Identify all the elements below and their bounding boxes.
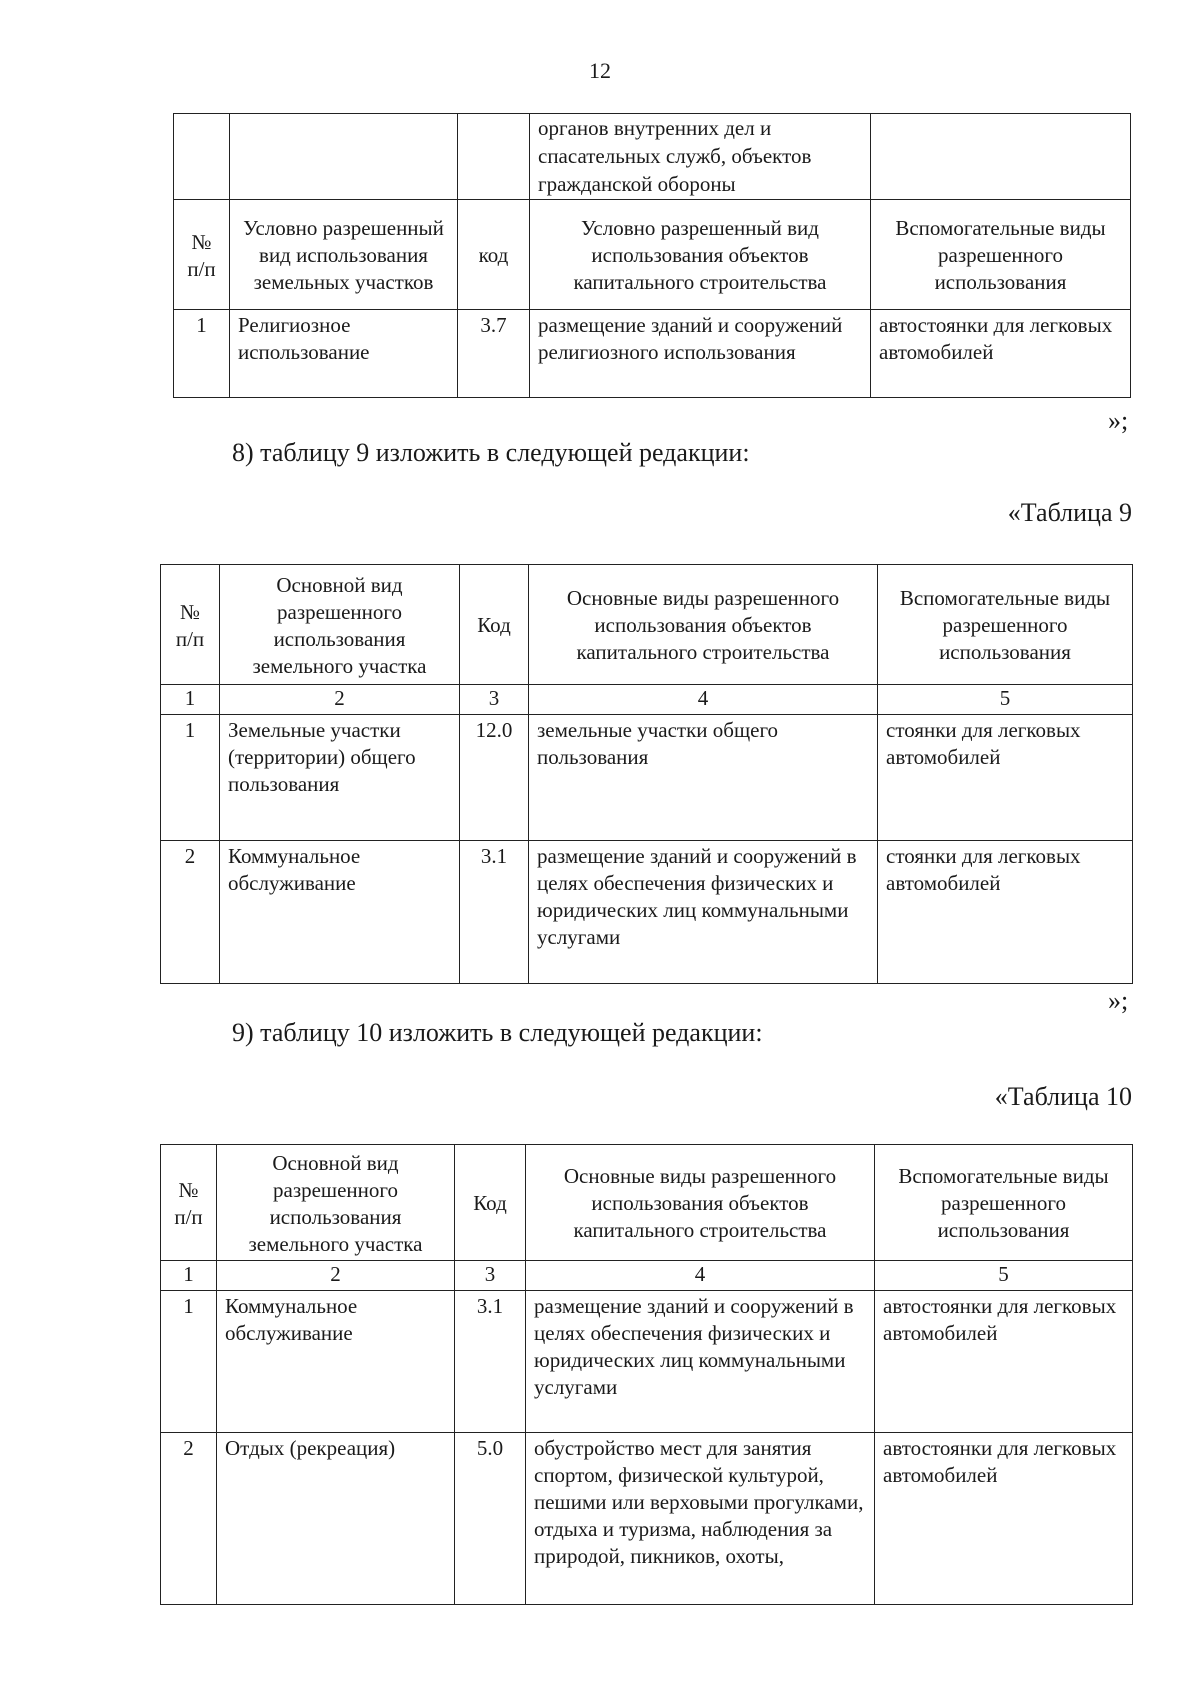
row-land-use: Коммунальное обслуживание <box>217 1291 455 1433</box>
table-9 <box>160 564 1133 984</box>
table-cell: органов внутренних дел и спасательных служб, объектов гражданской обороны <box>530 114 871 200</box>
row-auxiliary: автостоянки для легковых автомобилей <box>871 310 1131 398</box>
row-code: 12.0 <box>460 715 529 841</box>
table-9-caption: «Таблица 9 <box>1007 498 1132 527</box>
column-number: 4 <box>526 1261 875 1291</box>
column-number: 1 <box>161 1261 217 1291</box>
row-land-use: Земельные участки (территории) общего пользования <box>220 715 460 841</box>
row-auxiliary: стоянки для легковых автомобилей <box>878 841 1133 984</box>
column-number: 4 <box>529 685 878 715</box>
table-row <box>174 310 1131 398</box>
table-cell <box>871 114 1131 200</box>
header-code: Код <box>455 1145 526 1261</box>
row-num: 2 <box>161 841 220 984</box>
header-num: № п/п <box>161 565 220 685</box>
column-number: 2 <box>217 1261 455 1291</box>
page-number: 12 <box>589 58 611 83</box>
header-land-use: Основной вид разрешенного использования земельного участка <box>220 565 460 685</box>
table-row <box>161 841 1133 984</box>
table-row <box>161 715 1133 841</box>
header-capital-use: Основные виды разрешенного использования объектов капитального строительства <box>529 565 878 685</box>
header-code: Код <box>460 565 529 685</box>
header-auxiliary: Вспомогательные виды разрешенного использования <box>878 565 1133 685</box>
header-num: № п/п <box>174 200 230 310</box>
row-num: 1 <box>161 715 220 841</box>
closing-quote: »; <box>1108 986 1129 1015</box>
item-9-text: 9) таблицу 10 изложить в следующей редакции: <box>232 1018 763 1047</box>
row-auxiliary: стоянки для легковых автомобилей <box>878 715 1133 841</box>
row-code: 3.1 <box>455 1291 526 1433</box>
header-land-use: Условно разрешенный вид использования земельных участков <box>230 200 458 310</box>
column-number: 2 <box>220 685 460 715</box>
header-land-use: Основной вид разрешенного использования земельного участка <box>217 1145 455 1261</box>
row-capital-use: обустройство мест для занятия спортом, физической культурой, пешими или верховыми прогулками, отдыха и туризма, наблюдения за природой, пикников, охоты, <box>526 1433 875 1605</box>
table-header-row <box>161 565 1133 685</box>
row-capital-use: размещение зданий и сооружений в целях обеспечения физических и юридических лиц коммунальными услугами <box>526 1291 875 1433</box>
row-land-use: Отдых (рекреация) <box>217 1433 455 1605</box>
table-row <box>161 1291 1133 1433</box>
row-capital-use: размещение зданий и сооружений религиозного использования <box>530 310 871 398</box>
header-auxiliary: Вспомогательные виды разрешенного использования <box>871 200 1131 310</box>
table-header-row <box>161 1145 1133 1261</box>
row-auxiliary: автостоянки для легковых автомобилей <box>875 1433 1133 1605</box>
table-cell <box>174 114 230 200</box>
column-number: 5 <box>875 1261 1133 1291</box>
row-num: 1 <box>161 1291 217 1433</box>
table-row <box>174 114 1131 200</box>
item-8-text: 8) таблицу 9 изложить в следующей редакции: <box>232 438 750 467</box>
table-cell <box>458 114 530 200</box>
row-land-use: Коммунальное обслуживание <box>220 841 460 984</box>
row-num: 2 <box>161 1433 217 1605</box>
column-number: 3 <box>460 685 529 715</box>
row-num: 1 <box>174 310 230 398</box>
row-code: 3.7 <box>458 310 530 398</box>
table-row <box>161 1433 1133 1605</box>
row-code: 5.0 <box>455 1433 526 1605</box>
row-capital-use: земельные участки общего пользования <box>529 715 878 841</box>
header-auxiliary: Вспомогательные виды разрешенного использования <box>875 1145 1133 1261</box>
column-number-row <box>161 1261 1133 1291</box>
table-cell <box>230 114 458 200</box>
header-capital-use: Условно разрешенный вид использования объектов капитального строительства <box>530 200 871 310</box>
column-number-row <box>161 685 1133 715</box>
row-capital-use: размещение зданий и сооружений в целях обеспечения физических и юридических лиц коммунальными услугами <box>529 841 878 984</box>
header-num: № п/п <box>161 1145 217 1261</box>
column-number: 5 <box>878 685 1133 715</box>
closing-quote: »; <box>1108 406 1129 435</box>
column-number: 1 <box>161 685 220 715</box>
table-10 <box>160 1144 1133 1605</box>
table-header-row <box>174 200 1131 310</box>
row-auxiliary: автостоянки для легковых автомобилей <box>875 1291 1133 1433</box>
column-number: 3 <box>455 1261 526 1291</box>
table-conditional-use <box>173 113 1131 398</box>
table-10-caption: «Таблица 10 <box>994 1082 1132 1111</box>
row-land-use: Религиозное использование <box>230 310 458 398</box>
row-code: 3.1 <box>460 841 529 984</box>
header-code: код <box>458 200 530 310</box>
header-capital-use: Основные виды разрешенного использования объектов капитального строительства <box>526 1145 875 1261</box>
